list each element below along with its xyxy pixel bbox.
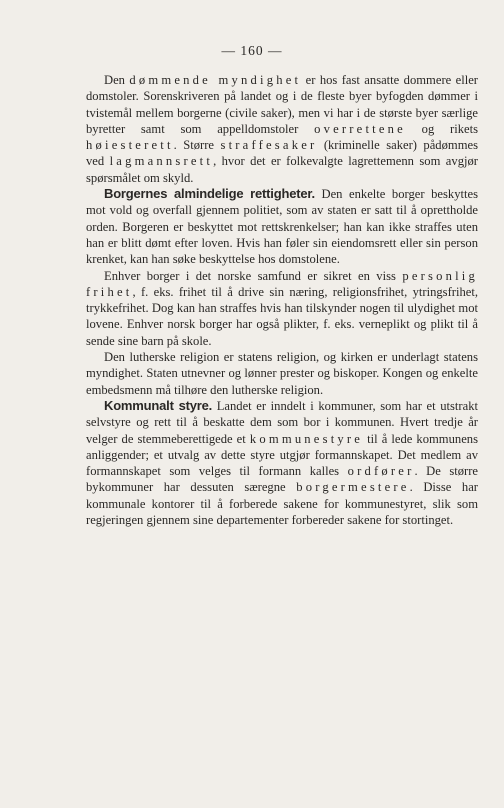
- paragraph: [86, 268, 478, 349]
- emphasized-term: overrettene: [314, 121, 406, 136]
- emphasized-term: straffesaker: [220, 138, 318, 153]
- emphasized-term: lagmannsrett: [109, 154, 214, 169]
- text-run: Den enkelte borger beskyttes mot vold og overfall gjennem politiet, som av staten er satt til å oprettholde orden. Borgeren er beskyttet mot rettskrenkelser; han kan ikke straffes uten han er blitt dømt efter loven. Hvis han føler sin eiendomsrett eller sin person krenket, kan han søke beskyttelse hos domstolene.: [86, 187, 478, 267]
- text-run: Den lutherske religion er statens religion, og kirken er underlagt statens myndighet. Staten utnevner og lønner prester og biskoper. Kongen og enkelte embedsmenn må tilhøre den lutherske religion.: [86, 350, 478, 397]
- text-run: . Disse har kommunale kontorer til å forberede sakene for kommunestyret, slik som regjeringen gjennem sine departementer forbereder sakene for stortinget.: [86, 480, 478, 528]
- page-number: — 160 —: [221, 43, 283, 58]
- emphasized-term: kommunestyre: [249, 431, 364, 446]
- section-heading: Borgernes almindelige rettigheter.: [104, 186, 315, 202]
- text-run: og rikets: [405, 121, 478, 136]
- text-run: Landet er inndelt i kommuner, som har et utstrakt selvstyre og rett til å beskatte dem som bor i kommunen. Hvert tredje år velger de stemmeberettigede et: [86, 398, 478, 446]
- body-text: [86, 72, 478, 528]
- text-run: . Større: [173, 138, 221, 153]
- text-run: (kriminelle saker) pådømmes ved: [86, 138, 478, 169]
- emphasized-term: dømmende myndighet: [129, 73, 302, 87]
- text-run: til å lede kommunens anliggender; et utvalg av dette styre utgjør formannskapet. Det medlem av formannskapet som velges til formann kalles: [86, 431, 478, 479]
- emphasized-term: høiesterett: [86, 138, 174, 153]
- emphasized-term: personlig frihet: [86, 268, 478, 299]
- paragraph: [86, 186, 478, 267]
- text-run: . De større bykommuner har dessuten særegne: [86, 464, 478, 495]
- paragraph: [86, 398, 478, 528]
- emphasized-term: ordfører: [347, 464, 415, 479]
- paragraph: [86, 349, 478, 398]
- text-run: Den: [104, 73, 130, 87]
- paragraph: [86, 72, 478, 186]
- text-run: Enhver borger i det norske samfund er sikret en viss: [104, 268, 403, 283]
- emphasized-term: borgermestere: [296, 480, 410, 495]
- text-run: er hos fast ansatte dommere eller domstoler. Sorenskriveren på landet og i de fleste byer byfogden dømmer i tvistemål mellem borgerne (civile saker), men vi har i de største byer særlige byretter samt som appelldomstoler: [86, 73, 479, 136]
- text-run: , hvor det er folkevalgte lagrettemenn som avgjør spørsmålet om skyld.: [86, 154, 478, 185]
- section-heading: Kommunalt styre.: [104, 397, 213, 413]
- text-run: , f. eks. frihet til å drive sin næring, religionsfrihet, ytringsfrihet, trykkefrihet. Dog kan han straffes hvis han tilskynder nogen til ulydighet mot lovene. Enhver norsk borger har også plikter, f. eks. verneplikt og plikt til å sende sine barn på skole.: [86, 284, 478, 348]
